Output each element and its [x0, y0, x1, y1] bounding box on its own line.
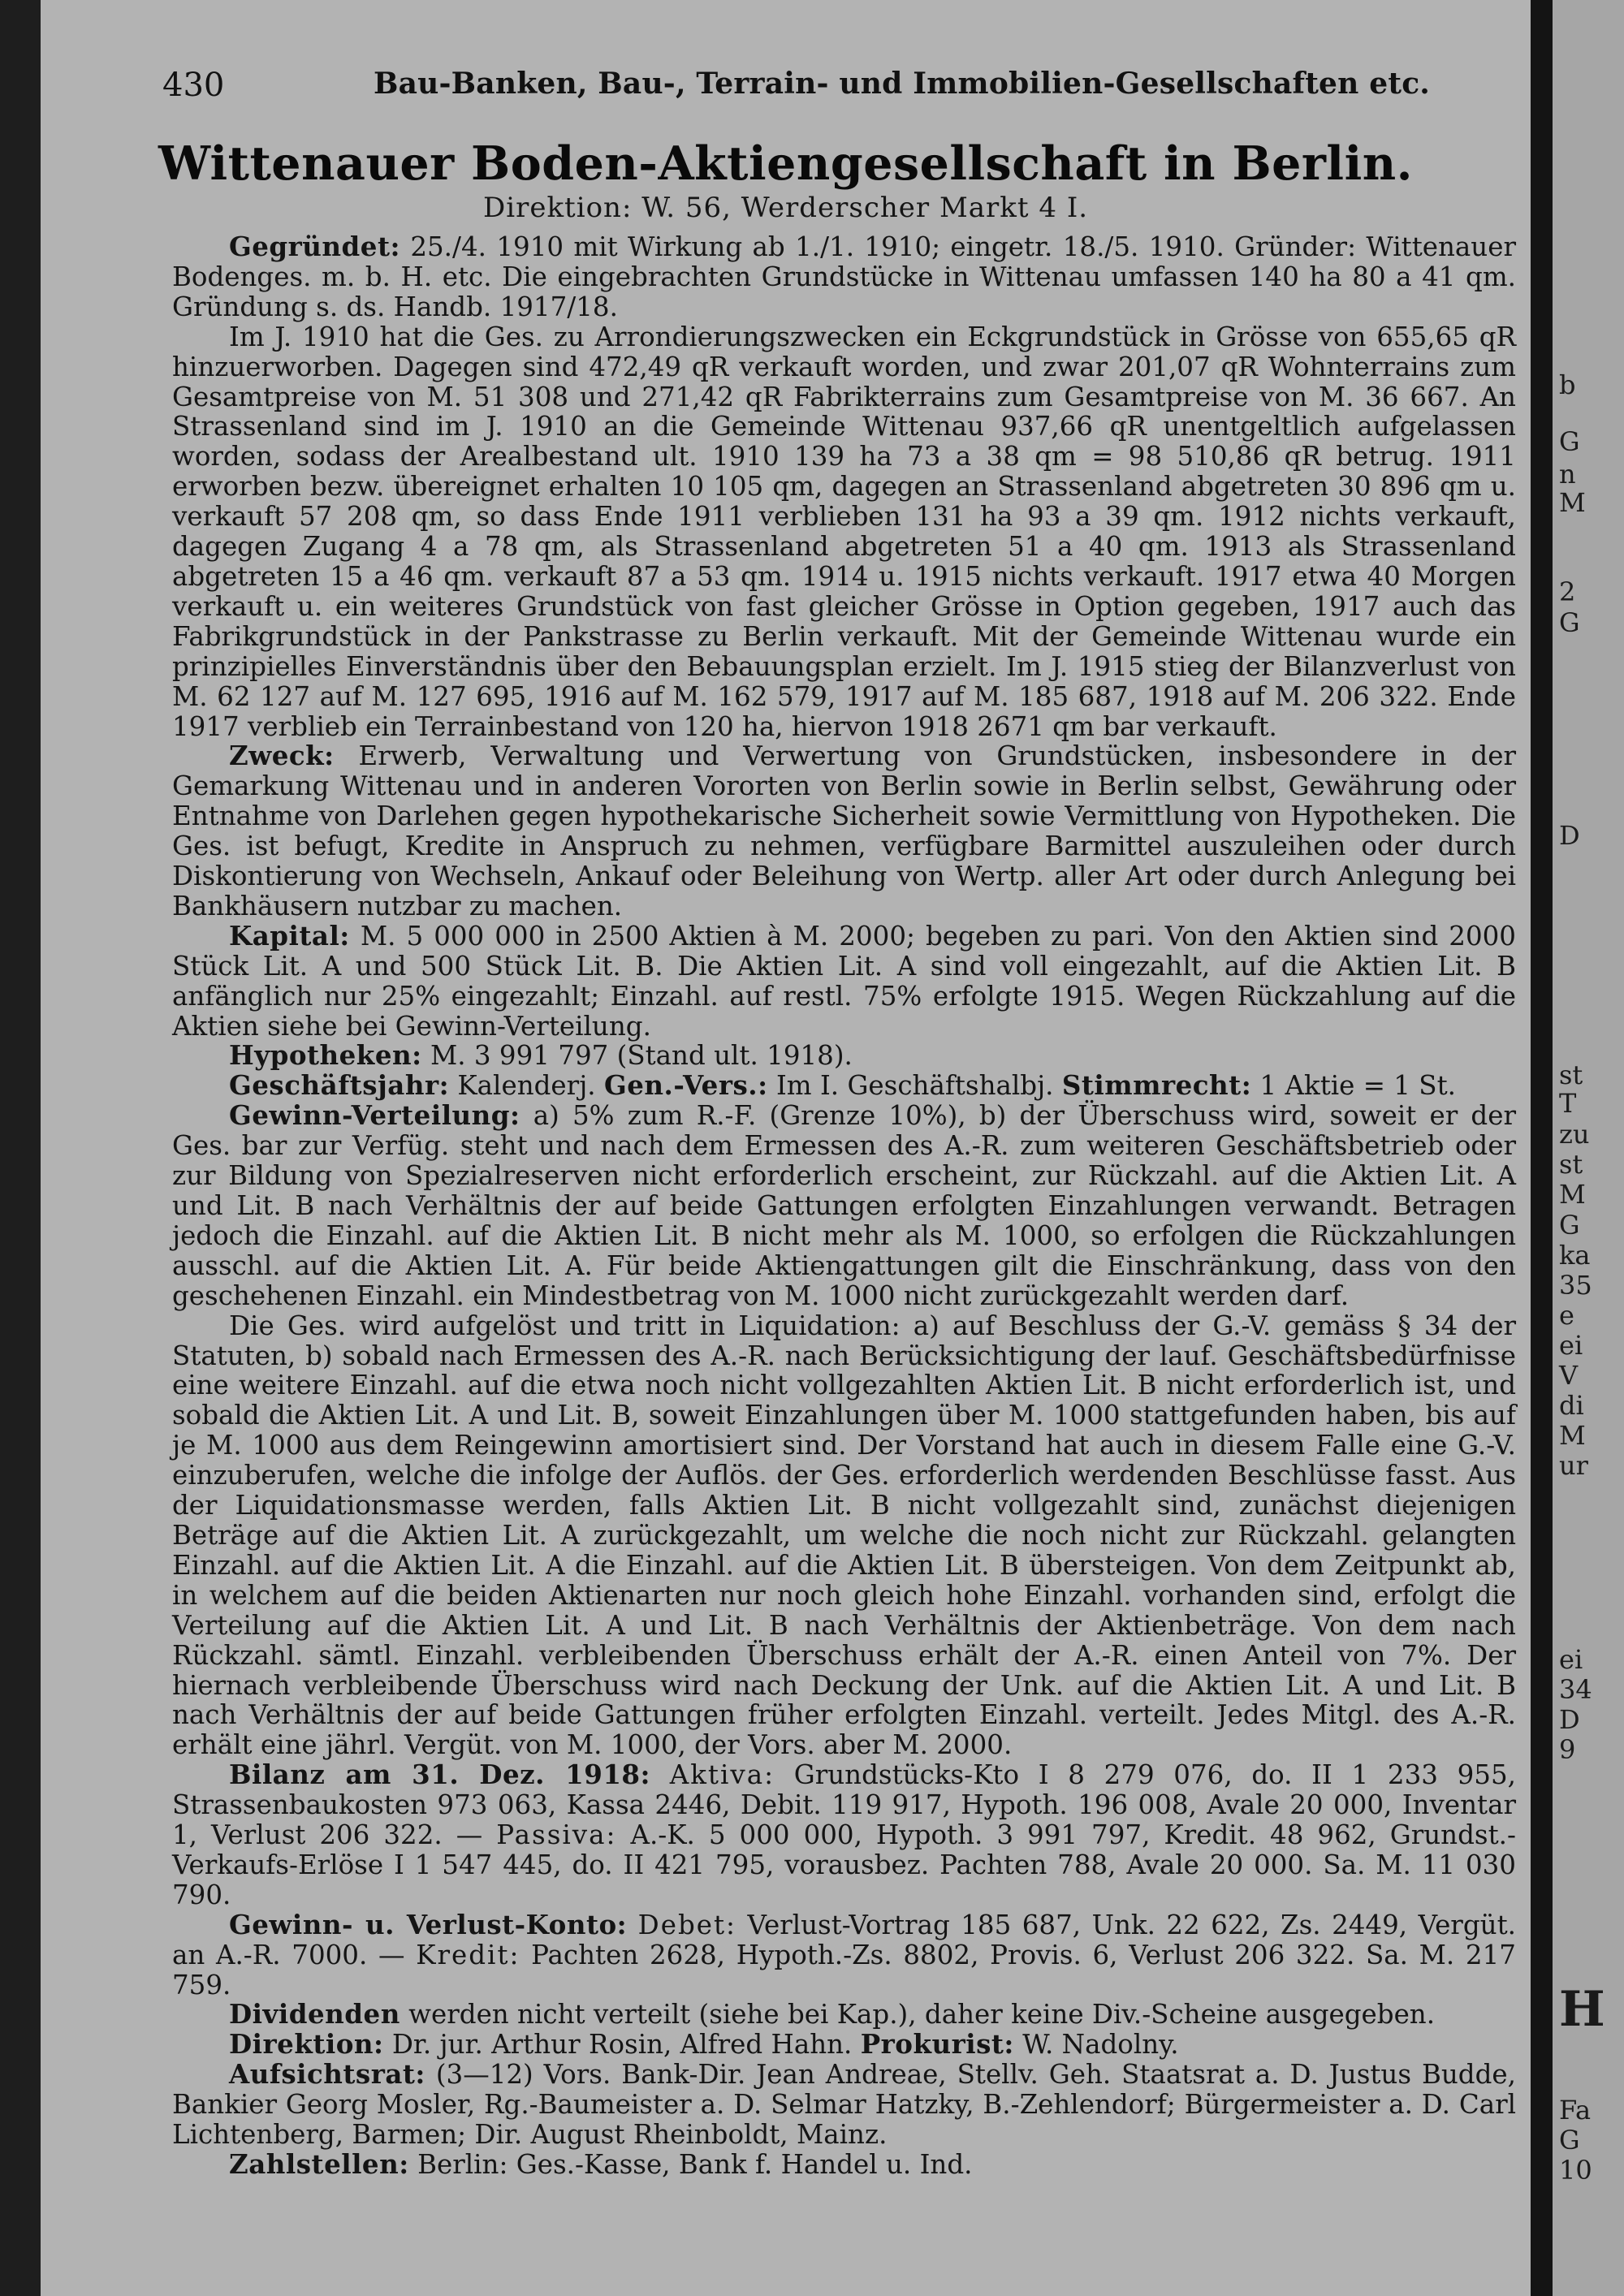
text-passiva: A.-K. 5 000 000, Hypoth. 3 991 797, Kredit. 48 962, Grundst.-Verkaufs-Erlöse I 1 547 445, do. II 421 795, vorausbez. Pachten 788, Avale 20 000. Sa. M. 11 030 790.	[172, 1819, 1516, 1910]
strip-fragment: H	[1559, 1981, 1605, 2038]
strip-fragment: M	[1559, 487, 1586, 518]
label-aufsichtsrat: Aufsichtsrat:	[229, 2058, 425, 2091]
strip-fragment: ei	[1559, 1330, 1583, 1361]
strip-fragment: st	[1559, 1060, 1583, 1090]
company-title: Wittenauer Boden-Aktiengesellschaft in Berlin.	[158, 136, 1414, 191]
section-kapital	[172, 921, 1516, 1042]
strip-fragment: ka	[1559, 1240, 1591, 1271]
text-direktion: Dr. jur. Arthur Rosin, Alfred Hahn.	[391, 2029, 853, 2061]
section-geschaeftsjahr	[172, 1071, 1516, 1101]
strip-fragment: M	[1559, 1420, 1586, 1451]
strip-fragment: 2	[1559, 576, 1576, 607]
text-kredit: Pachten 2628, Hypoth.-Zs. 8802, Provis. 6, Verlust 206 322. Sa. M. 217 759.	[172, 1939, 1516, 2000]
book-page	[41, 0, 1531, 2296]
label-dividenden: Dividenden	[229, 1998, 400, 2031]
strip-fragment: Fa	[1559, 2095, 1592, 2126]
strip-fragment: n	[1559, 459, 1576, 490]
section-zweck	[172, 741, 1516, 921]
text-stimmrecht: 1 Aktie = 1 St.	[1259, 1070, 1456, 1102]
section-hypotheken	[172, 1041, 1516, 1071]
label-gen-vers: Gen.-Vers.:	[603, 1069, 768, 1102]
strip-fragment: ur	[1559, 1450, 1588, 1481]
label-prokurist: Prokurist:	[860, 2028, 1014, 2061]
label-aktiva: Aktiva:	[669, 1759, 775, 1791]
text-zweck: Erwerb, Verwaltung und Verwertung von Grundstücken, insbesondere in der Gemarkung Wittenau und in anderen Vororten von Berlin sowie in Berlin selbst, Gewährung oder Entnahme von Darlehen gegen hypothekarische Sicherheit sowie Vermittlung von Hypotheken. Die Ges. ist befugt, Kredite in Anspruch zu nehmen, verfügbare Barmittel auszuleihen oder durch Diskontierung von Wechseln, Ankauf oder Beleihung von Wertp. aller Art oder durch Anlegung bei Bankhäusern nutzbar zu machen.	[172, 740, 1516, 921]
label-gegruendet: Gegründet:	[229, 231, 400, 262]
section-guv	[172, 1910, 1516, 2000]
strip-fragment: T	[1559, 1088, 1577, 1119]
section-gegruendet	[172, 232, 1516, 322]
section-dividenden	[172, 2000, 1516, 2030]
text-aufsichtsrat: (3—12) Vors. Bank-Dir. Jean Andreae, Stellv. Geh. Staatsrat a. D. Justus Budde, Bankier Georg Mosler, Rg.-Baumeister a. D. Selmar Hatzky, B.-Zehlendorf; Bürgermeister a. D. Carl Lichtenberg, Barmen; Dir. August Rheinboldt, Mainz.	[172, 2059, 1516, 2151]
strip-fragment: M	[1559, 1179, 1586, 1210]
label-geschaeftsjahr: Geschäftsjahr:	[229, 1069, 450, 1102]
strip-fragment: D	[1559, 820, 1580, 851]
strip-fragment: G	[1559, 2125, 1580, 2156]
label-bilanz: Bilanz am 31. Dez. 1918:	[229, 1759, 651, 1791]
strip-fragment: G	[1559, 426, 1580, 457]
strip-fragment: 35	[1559, 1270, 1592, 1301]
text-gegruendet: 25./4. 1910 mit Wirkung ab 1./1. 1910; eingetr. 18./5. 1910. Gründer: Wittenauer Bodenges. m. b. H. etc. Die eingebrachten Grundstücke in Wittenau umfassen 140 ha 80 a 41 qm. Gründung s. ds. Handb. 1917/18.	[172, 231, 1516, 322]
label-zahlstellen: Zahlstellen:	[229, 2148, 409, 2180]
strip-fragment: 10	[1559, 2155, 1592, 2186]
text-gen-vers: Im I. Geschäftshalbj.	[775, 1070, 1054, 1102]
section-zahlstellen	[172, 2150, 1516, 2180]
label-stimmrecht: Stimmrecht:	[1061, 1069, 1252, 1102]
strip-fragment: V	[1559, 1360, 1579, 1391]
text-gewinn: a) 5% zum R.-F. (Grenze 10%), b) der Überschuss wird, soweit er der Ges. bar zur Verfüg. steht und nach dem Ermessen des A.-R. zum weiteren Geschäftsbetrieb oder zur Bildung von Spezialreserven nicht erforderlich erscheint, zur Rückzahl. auf die Aktien Lit. A und Lit. B nach Verhältnis der auf beide Gattungen erfolgten Einzahlungen verwandt. Betragen jedoch die Einzahl. auf die Aktien Lit. B nicht mehr als M. 1000, so erfolgen die Rückzahlungen ausschl. auf die Aktien Lit. A. Für beide Aktiengattungen gilt die Einschränkung, dass von den geschehenen Einzahl. ein Mindestbetrag von M. 1000 nicht zurückgezahlt werden darf.	[172, 1100, 1516, 1311]
strip-fragment: 9	[1559, 1734, 1576, 1765]
text-dividenden: werden nicht verteilt (siehe bei Kap.), daher keine Div.-Scheine ausgegeben.	[408, 1999, 1436, 2031]
strip-fragment: zu	[1559, 1119, 1590, 1150]
section-aufsichtsrat	[172, 2060, 1516, 2150]
section-direktion	[172, 2030, 1516, 2060]
section-bilanz	[172, 1760, 1516, 1910]
strip-fragment: st	[1559, 1149, 1583, 1180]
strip-fragment: 34	[1559, 1674, 1592, 1705]
strip-fragment: b	[1559, 369, 1576, 400]
entry-body	[172, 232, 1516, 2180]
strip-fragment: G	[1559, 1210, 1580, 1241]
text-prokurist: W. Nadolny.	[1022, 2029, 1179, 2061]
label-passiva: Passiva:	[496, 1819, 617, 1851]
text-kapital: M. 5 000 000 in 2500 Aktien à M. 2000; begeben zu pari. Von den Aktien sind 2000 Stück Lit. A und 500 Stück Lit. B. Die Aktien Lit. A sind voll eingezahlt, auf die Aktien Lit. B anfänglich nur 25% eingezahlt; Einzahl. auf restl. 75% erfolgte 1915. Wegen Rückzahlung auf die Aktien siehe bei Gewinn-Verteilung.	[172, 920, 1516, 1042]
strip-fragment: D	[1559, 1704, 1580, 1735]
text-zahlstellen: Berlin: Ges.-Kasse, Bank f. Handel u. Ind.	[417, 2149, 973, 2180]
label-kapital: Kapital:	[229, 919, 350, 952]
text-hypotheken: M. 3 991 797 (Stand ult. 1918).	[430, 1040, 853, 1072]
label-guv: Gewinn- u. Verlust-Konto:	[229, 1908, 628, 1940]
page-number: 430	[162, 67, 225, 104]
label-debet: Debet:	[637, 1909, 736, 1940]
section-geschichte: Im J. 1910 hat die Ges. zu Arrondierungszwecken ein Eckgrundstück in Grösse von 655,65 qR hinzuerworben. Dagegen sind 472,49 qR verkauft worden, und zwar 201,07 qR Wohnterrains zum Gesamtpreise von M. 51 308 und 271,42 qR Fabrikterrains zum Gesamtpreise von M. 36 667. An Strassenland sind im J. 1910 an die Gemeinde Wittenau 937,66 qR unentgeltlich aufgelassen worden, sodass der Arealbestand ult. 1910 139 ha 73 a 38 qm = 98 510,86 qR betrug. 1911 erworben bezw. übereignet erhalten 10 105 qm, dagegen an Strassenland abgetreten 30 896 qm u. verkauft 57 208 qm, so dass Ende 1911 verblieben 131 ha 93 a 39 qm. 1912 nichts verkauft, dagegen Zugang 4 a 78 qm, als Strassenland abgetreten 51 a 40 qm. 1913 als Strassenland abgetreten 15 a 46 qm. verkauft 87 a 53 qm. 1914 u. 1915 nichts verkauft. 1917 etwa 40 Morgen verkauft u. ein weiteres Grundstück von fast gleicher Grösse in Option gegeben, 1917 auch das Fabrikgrundstück in der Pankstrasse zu Berlin verkauft. Mit der Gemeinde Wittenau wurde ein prinzipielles Einverständnis über den Bebauungsplan erzielt. Im J. 1915 stieg der Bilanzverlust von M. 62 127 auf M. 127 695, 1916 auf M. 162 579, 1917 auf M. 185 687, 1918 auf M. 206 322. Ende 1917 verblieb ein Terrainbestand von 120 ha, hiervon 1918 2671 qm bar verkauft.	[172, 321, 1516, 742]
strip-fragment: ei	[1559, 1644, 1583, 1675]
text-aktiva: Grundstücks-Kto I 8 279 076, do. II 1 233 955, Strassenbaukosten 973 063, Kassa 2446, Debit. 119 917, Hypoth. 196 008, Avale 20 000, Inventar 1, Verlust 206 322. —	[172, 1759, 1516, 1851]
label-hypotheken: Hypotheken:	[229, 1039, 422, 1072]
strip-fragment: G	[1559, 607, 1580, 638]
section-liquidation: Die Ges. wird aufgelöst und tritt in Liquidation: a) auf Beschluss der G.-V. gemäss § 34 der Statuten, b) sobald nach Ermessen des A.-R. nach Berücksichtigung der lauf. Geschäftsbedürfnisse eine weitere Einzahl. auf die etwa noch nicht vollgezahlten Aktien Lit. B nicht erforderlich ist, und sobald die Aktien Lit. A und Lit. B, soweit Einzahlungen über M. 1000 stattgefunden haben, bis auf je M. 1000 aus dem Reingewinn amortisiert sind. Der Vorstand hat auch in diesem Falle eine G.-V. einzuberufen, welche die infolge der Auflös. der Ges. erforderlich werdenden Beschlüsse fasst. Aus der Liquidationsmasse werden, falls Aktien Lit. B nicht vollgezahlt sind, zunächst diejenigen Beträge auf die Aktien Lit. A zurückgezahlt, um welche die noch nicht zur Rückzahl. gelangten Einzahl. auf die Aktien Lit. A die Einzahl. auf die Aktien Lit. B übersteigen. Von dem Zeitpunkt ab, in welchem auf die beiden Aktienarten nur noch gleich hohe Einzahl. vorhanden sind, erfolgt die Verteilung auf die Aktien Lit. A und Lit. B nach Verhältnis der Aktienbeträge. Von dem nach Rückzahl. sämtl. Einzahl. verbleibenden Überschuss erhält der A.-R. einen Anteil von 7%. Der hiernach verbleibende Überschuss wird nach Deckung der Unk. auf die Aktien Lit. A und Lit. B nach Verhältnis der auf beide Gattungen früher erfolgten Einzahl. verteilt. Jedes Mitgl. des A.-R. erhält eine jährl. Vergüt. von M. 1000, der Vors. aber M. 2000.	[172, 1310, 1516, 1761]
strip-fragment: e	[1559, 1300, 1574, 1331]
adjacent-page-edge	[1553, 0, 1624, 2296]
label-direktion: Direktion:	[229, 2028, 384, 2061]
page-gutter	[1531, 0, 1553, 2296]
running-head: Bau-Banken, Bau-, Terrain- und Immobilien-Gesellschaften etc.	[374, 67, 1431, 101]
text-debet: Verlust-Vortrag 185 687, Unk. 22 622, Zs. 2449, Vergüt. an A.-R. 7000. —	[172, 1909, 1516, 1970]
text-geschaeftsjahr: Kalenderj.	[457, 1070, 596, 1102]
section-gewinn	[172, 1101, 1516, 1310]
company-address: Direktion: W. 56, Werderscher Markt 4 I.	[482, 192, 1089, 224]
strip-fragment: di	[1559, 1390, 1584, 1421]
label-kredit: Kredit:	[416, 1939, 520, 1970]
label-gewinn: Gewinn-Verteilung:	[229, 1099, 520, 1132]
label-zweck: Zweck:	[229, 740, 335, 772]
